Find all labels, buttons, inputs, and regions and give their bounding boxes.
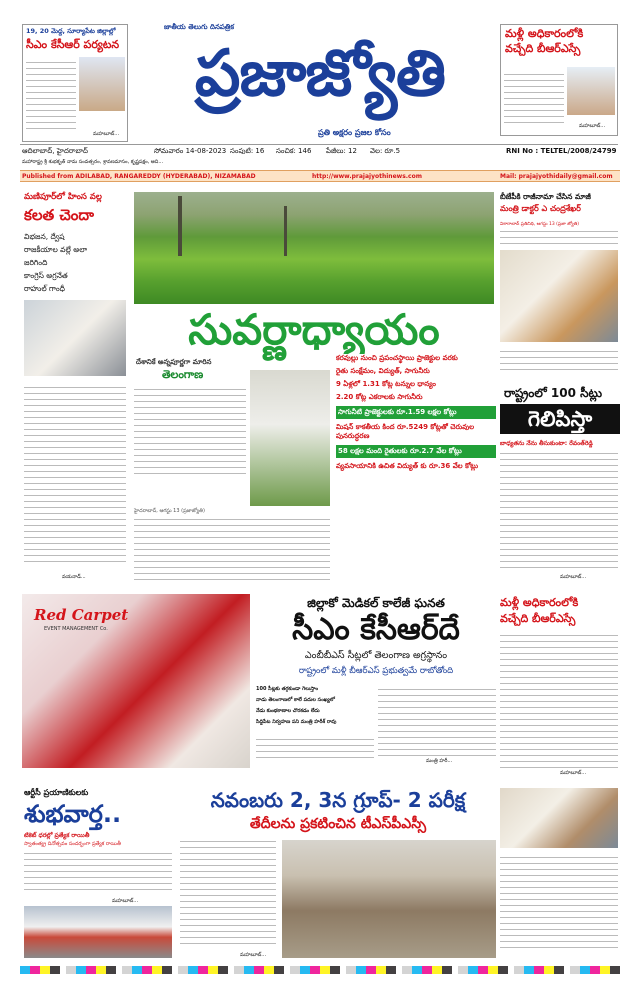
medical-body-right bbox=[378, 684, 496, 761]
group2-body bbox=[180, 836, 276, 949]
left-subline: విభజన, ద్వేష bbox=[24, 232, 65, 241]
medical-point: సిద్దిపేట నిర్వహణ పని మంత్రి హరీశ్ రావు bbox=[256, 719, 337, 725]
lead-bullet: వ్యవసాయానికి ఉచిత విద్యుత్ కు రూ.36 వేల కోట్లు bbox=[336, 462, 479, 470]
lead-body-left bbox=[134, 384, 246, 479]
top-right-box-title1: మళ్లీ అధికారంలోకి bbox=[505, 27, 584, 40]
exam-hall-photo bbox=[282, 840, 496, 958]
rtc-sub1: టికెట్ ధరల్లో ప్రత్యేక రాయితీ bbox=[24, 832, 90, 839]
group2-story bbox=[180, 786, 496, 962]
medical-body-left bbox=[256, 734, 374, 763]
medical-point: నాడు తెలంగాణలో కాలే పదుల సంఖ్యలో bbox=[256, 697, 335, 703]
right-lower-box bbox=[500, 594, 620, 780]
left-subline: రాజకీయాల వల్లే అలా bbox=[24, 245, 88, 254]
left-sublines bbox=[24, 230, 87, 295]
medical-point: 100 సీట్లకు తగ్గకుండా గెలుస్తాం bbox=[256, 686, 318, 692]
electric-pole bbox=[178, 196, 182, 256]
rtc-bus-photo bbox=[24, 906, 172, 958]
rtc-headline-big: శుభవార్త.. bbox=[24, 800, 122, 828]
lead-headline: సువర్ణాధ్యాయం bbox=[188, 305, 440, 354]
medical-story bbox=[256, 594, 496, 768]
rtc-sub2: స్వాతంత్య్ర దినోత్సవం సందర్భంగా ప్రత్యేక రాయితీ bbox=[24, 841, 121, 847]
top-left-box-text bbox=[26, 57, 76, 134]
graduation-photo bbox=[22, 594, 250, 768]
lead-bullets bbox=[336, 354, 496, 580]
right-lower-text bbox=[500, 630, 618, 773]
medical-point: నేడు కుంభకాణాల చొరకడం లేదు bbox=[256, 708, 320, 714]
electric-pole bbox=[284, 206, 287, 256]
right-headline-big: గెలిపిస్తా bbox=[500, 404, 620, 434]
rni-number: RNI No : TELTEL/2008/24799 bbox=[506, 147, 617, 155]
lead-credit: హైదరాబాద్, ఆగస్టు 13 (ప్రజాజ్యోతి) bbox=[134, 508, 205, 514]
right-column bbox=[500, 190, 620, 586]
right-lower-title2: వచ్చేది బీఆర్ఎస్సే bbox=[500, 612, 576, 625]
medical-headline-small: జిల్లాకో మెడికల్ కాలేజీ ఘనత bbox=[307, 596, 445, 610]
lead-body-bottom bbox=[134, 514, 330, 585]
chandrasekhar-photo bbox=[500, 250, 618, 342]
published-left: Published from ADILABAD, RANGAREDDY (HYDERABAD), NIZAMABAD bbox=[22, 173, 256, 180]
lead-tag2: తెలంగాణ bbox=[162, 368, 204, 381]
right-bottom-photo bbox=[500, 788, 618, 848]
published-url[interactable]: http://www.prajajyothinews.com bbox=[312, 173, 422, 180]
top-left-box-title2: సీఎం కేసీఆర్ పర్యటన bbox=[26, 38, 120, 51]
top-right-box-credit: మహబూబ్... bbox=[579, 123, 606, 129]
medical-headline-big: సీఎం కేసీఆర్‌దే bbox=[292, 612, 460, 647]
right-body-text bbox=[500, 448, 618, 573]
right-top-text bbox=[500, 226, 618, 249]
dateline-price: వెల: రూ.5 bbox=[370, 147, 401, 155]
masthead-logo: ప్రజాజ్యోతి bbox=[194, 37, 446, 111]
lead-tag1: దేశానికే అన్నపూర్ణగా మారిన bbox=[136, 358, 212, 366]
lead-bullet: 58 లక్షల మంది రైతులకు రూ.2.7 వేల కోట్లు bbox=[336, 445, 496, 458]
top-left-box bbox=[22, 24, 128, 142]
lead-story bbox=[132, 190, 496, 586]
left-credit: వయనాడ్... bbox=[62, 574, 86, 580]
rtc-body bbox=[24, 848, 172, 895]
dateline-date: సోమవారం 14-08-2023 bbox=[154, 147, 227, 155]
dateline bbox=[20, 144, 618, 156]
dateline-pages: పేజీలు: 12 bbox=[326, 147, 357, 155]
medical-points bbox=[256, 686, 374, 726]
top-left-box-credit: మహబూబ్... bbox=[93, 131, 120, 137]
right-credit: మహబూబ్... bbox=[560, 574, 587, 580]
paddy-field-photo bbox=[134, 192, 494, 304]
medical-line2: ఎంబీబీఎస్ సీట్లలో తెలంగాణ అగ్రస్థానం bbox=[304, 650, 448, 661]
lead-bullet: రైతు సంక్షేమం, విద్యుత్, సాగునీరు bbox=[336, 367, 430, 375]
red-carpet-sub: EVENT MANAGEMENT Co. bbox=[44, 626, 108, 632]
group2-credit: మహబూబ్... bbox=[240, 952, 267, 958]
sub-tagline: ప్రతి అక్షరం ప్రజల కోసం bbox=[318, 128, 391, 137]
dateline-city: ఆదిలాబాద్, హైదరాబాద్ bbox=[22, 147, 88, 155]
left-subline: జరిగింది bbox=[24, 258, 48, 267]
kcr-photo bbox=[79, 57, 125, 111]
lead-bullet: కరవుల్లు నుంచి ప్రపంచస్థాయి ప్రాజెక్టుల వరకు bbox=[336, 354, 458, 362]
red-carpet-banner: Red Carpet bbox=[34, 606, 129, 624]
right-top-headline2: మంత్రి డాక్టర్ ఎ చంద్రశేఖర్ bbox=[500, 204, 581, 213]
group2-headline: నవంబరు 2, 3న గ్రూప్- 2 పరీక్ష bbox=[210, 788, 466, 812]
left-subline: కాంగ్రెస్ అగ్రనేత bbox=[24, 271, 68, 280]
lead-bullet: సాగునీటి ప్రాజెక్టులకు రూ.1.59 లక్షల కోట్లు bbox=[336, 406, 496, 419]
left-subline: రాహుల్ గాంధీ bbox=[24, 284, 65, 293]
top-right-box-text bbox=[504, 69, 564, 128]
color-registration-strip bbox=[20, 966, 620, 974]
top-right-box-title2: వచ్చేది బీఆర్ఎస్సే bbox=[505, 42, 581, 55]
right-bottom-text bbox=[500, 852, 618, 953]
right-bottom-column bbox=[500, 786, 620, 962]
top-left-box-title1: 19, 20 మెద్ద, సూర్యాపేట జిల్లాల్లో bbox=[26, 27, 116, 35]
published-mail[interactable]: Mail: prajajyothidaily@gmail.com bbox=[500, 173, 613, 180]
top-right-photo bbox=[567, 67, 615, 115]
lead-bullet: 9 ఏళ్లలో 1.31 కోట్ల టన్నుల ధాన్యం bbox=[336, 380, 436, 388]
left-column bbox=[22, 190, 128, 586]
right-lower-credit: మహబూబ్... bbox=[560, 770, 587, 776]
left-body-text bbox=[24, 382, 126, 567]
right-top-headline1: బీజేపీకి రాజీనామా చేసిన మాజీ bbox=[500, 192, 591, 201]
right-headline-small: రాష్ట్రంలో 100 సీట్లు bbox=[504, 386, 602, 400]
group2-sub: తేదీలను ప్రకటించిన టీఎస్‌పీఎస్సీ bbox=[249, 816, 427, 832]
dateline-volume: సంపుటి: 16 bbox=[230, 147, 265, 155]
right-top-credit: వికారాబాద్ ప్రతినిధి, ఆగస్టు 13 (ప్రజా జ్యోతి) bbox=[500, 222, 579, 227]
medical-credit: మంత్రి హరీ... bbox=[426, 758, 453, 764]
lead-bullet: మిషన్ కాకతీయ కింద రూ.5249 కోట్లతో చెరువుల పునరుద్ధరణ bbox=[336, 423, 475, 440]
rtc-story bbox=[22, 786, 174, 962]
top-right-box bbox=[500, 24, 618, 136]
rtc-headline-small: ఆర్టీసీ ప్రయాణికులకు bbox=[24, 788, 89, 797]
kcr-farm-photo bbox=[250, 370, 330, 506]
right-sub-headline: బాధ్యతను నేను తీసుకుంటా: రేవంత్‌రెడ్డి bbox=[500, 440, 593, 447]
medical-line3: రాష్ట్రంలో మళ్లీ బీఆర్ఎస్ ప్రభుత్వమే రాబోతోంది bbox=[298, 666, 454, 676]
lead-bullet: 2.20 కోట్ల ఎకరాలకు సాగునీరు bbox=[336, 393, 423, 401]
right-mid-text bbox=[500, 346, 618, 375]
left-headline-big: కలత చెందా bbox=[24, 206, 94, 224]
dateline-issue: సంచిక: 146 bbox=[276, 147, 312, 155]
top-tagline: జాతీయ తెలుగు దినపత్రిక bbox=[164, 22, 234, 31]
right-lower-title1: మళ్లీ అధికారంలోకి bbox=[500, 596, 579, 609]
left-headline-red: మణిపూర్‌లో హింస వల్ల bbox=[24, 192, 102, 202]
published-bar bbox=[20, 170, 620, 182]
rtc-credit: మహబూబ్... bbox=[112, 898, 139, 904]
weather-line: మహారాష్ట్ర శ్రీ శుభకృత్ నామ సంవత్సరం, శ్రావణమాసం, కృష్ణపక్షం, ఆది... bbox=[22, 159, 164, 165]
rahul-photo bbox=[24, 300, 126, 376]
